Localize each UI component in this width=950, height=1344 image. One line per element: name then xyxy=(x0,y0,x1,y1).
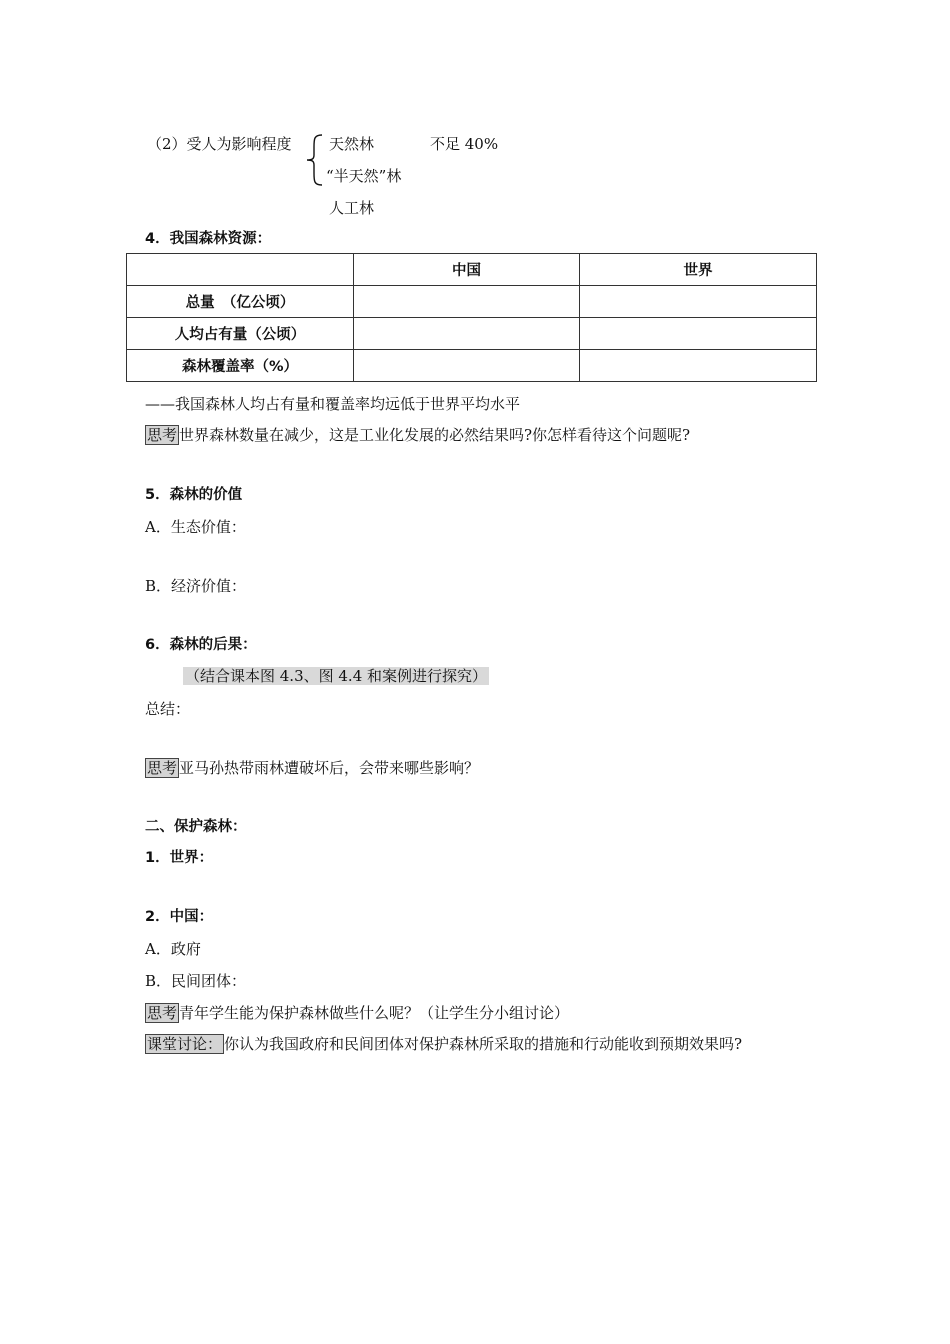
table-cell xyxy=(354,350,580,382)
discussion-tag: 课堂讨论： xyxy=(147,1035,223,1053)
table-cell xyxy=(580,350,817,382)
discussion-text: 你认为我国政府和民间团体对保护森林所采取的措施和行动能收到预期效果吗? xyxy=(224,1035,743,1053)
think-tag: 思考 xyxy=(147,1004,178,1022)
table-header-cell: 中国 xyxy=(354,254,580,286)
influence-item-natural: 天然林 xyxy=(329,135,375,153)
section4-heading: 4．我国森林资源： xyxy=(145,231,272,247)
section6-note xyxy=(183,666,489,686)
think-text: 青年学生能为保护森林做些什么呢？（让学生分小组讨论） xyxy=(179,1004,570,1022)
think-tag: 思考 xyxy=(147,426,178,444)
section6-heading: 6．森林的后果： xyxy=(145,637,257,653)
table-header-row xyxy=(127,254,817,286)
part2-think xyxy=(145,1003,569,1023)
section4-think xyxy=(145,425,690,445)
section5-item-b: B．经济价值： xyxy=(145,577,247,595)
part2-world: 1．世界： xyxy=(145,850,214,866)
table-cell xyxy=(580,286,817,318)
influence-item-planted: 人工林 xyxy=(329,199,375,217)
table-cell xyxy=(580,318,817,350)
table-row xyxy=(127,286,817,318)
forest-resource-table xyxy=(126,253,817,382)
section6-note-text: （结合课本图 4.3、图 4.4 和案例进行探究） xyxy=(185,667,488,685)
influence-label: （2）受人为影响程度 xyxy=(147,135,292,153)
think-text: 世界森林数量在减少，这是工业化发展的必然结果吗?你怎样看待这个问题呢? xyxy=(179,426,691,444)
table-row xyxy=(127,350,817,382)
table-cell xyxy=(354,286,580,318)
section6-summary: 总结： xyxy=(145,700,191,718)
part2-china: 2．中国： xyxy=(145,909,214,925)
think-text: 亚马孙热带雨林遭破坏后，会带来哪些影响？ xyxy=(179,759,480,777)
table-row xyxy=(127,318,817,350)
part2-heading: 二、保护森林： xyxy=(145,819,247,835)
table-header-cell xyxy=(127,254,354,286)
section5-item-a: A．生态价值： xyxy=(145,518,246,536)
think-tag: 思考 xyxy=(147,759,178,777)
section5-heading: 5．森林的价值 xyxy=(145,487,243,503)
row-label: 人均占有量（公顷） xyxy=(127,318,354,350)
influence-note: 不足 40% xyxy=(430,135,499,153)
curly-brace-icon xyxy=(304,133,326,187)
influence-item-semi-natural: “半天然”林 xyxy=(326,167,402,185)
row-label: 总量 （亿公顷） xyxy=(127,286,354,318)
part2-discussion xyxy=(145,1034,742,1054)
part2-item-b: B．民间团体： xyxy=(145,972,247,990)
section4-conclusion: ——我国森林人均占有量和覆盖率均远低于世界平均水平 xyxy=(145,395,521,413)
row-label: 森林覆盖率（%） xyxy=(127,350,354,382)
table-cell xyxy=(354,318,580,350)
section6-think xyxy=(145,758,479,778)
table-header-cell: 世界 xyxy=(580,254,817,286)
part2-item-a: A．政府 xyxy=(145,940,201,958)
